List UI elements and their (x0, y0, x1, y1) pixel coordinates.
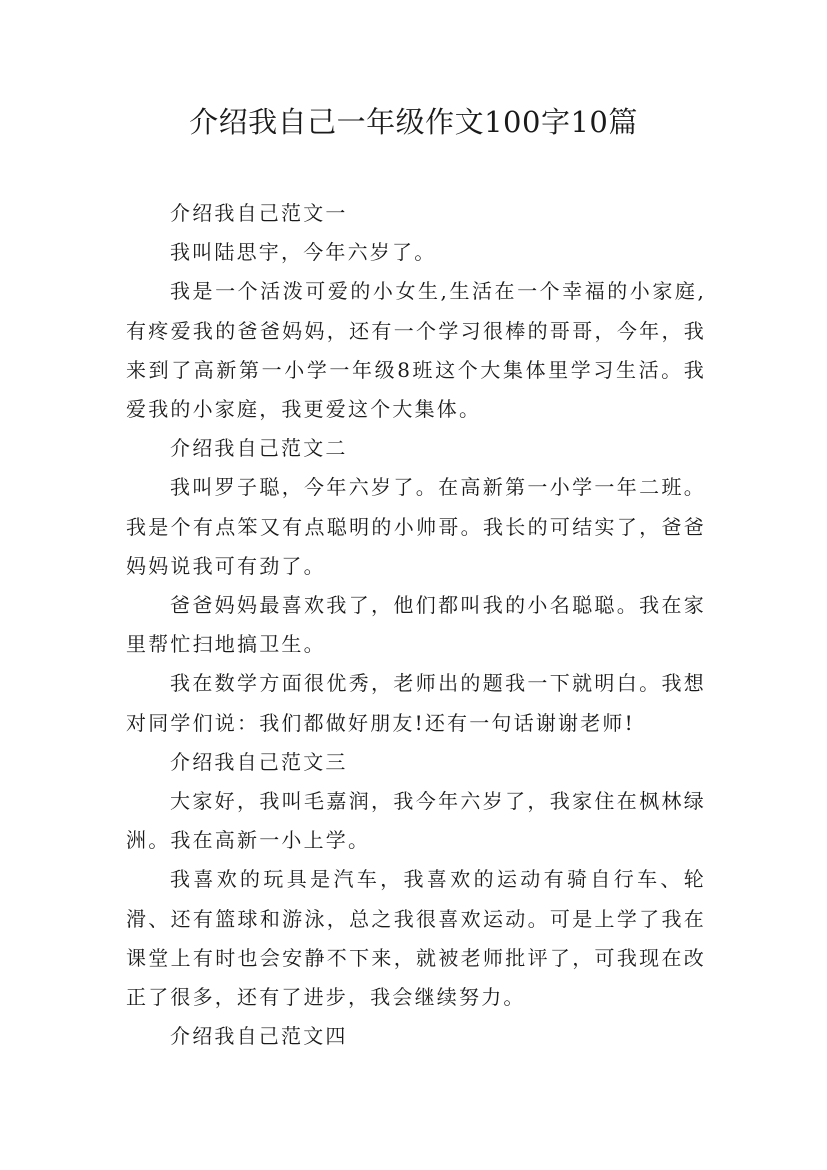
document-title: 介绍我自己一年级作文100字10篇 (189, 105, 638, 139)
paragraph: 我叫陆思宇，今年六岁了。 (170, 240, 437, 265)
paragraph: 我喜欢的玩具是汽车，我喜欢的运动有骑自行车、轮滑、还有篮球和游泳，总之我很喜欢运动。可是上学了我在课堂上有时也会安静不下来，就被老师批评了，可我现在改正了很多，还有了进步，我会继续努力。 (126, 867, 706, 1010)
paragraph: 爸爸妈妈最喜欢我了，他们都叫我的小名聪聪。我在家里帮忙扫地搞卫生。 (126, 593, 706, 657)
section-heading-2: 介绍我自己范文二 (170, 436, 348, 461)
paragraph: 我叫罗子聪，今年六岁了。在高新第一小学一年二班。我是个有点笨又有点聪明的小帅哥。我长的可结实了，爸爸妈妈说我可有劲了。 (126, 475, 706, 578)
paragraph: 我是一个活泼可爱的小女生,生活在一个幸福的小家庭,有疼爱我的爸爸妈妈，还有一个学习很棒的哥哥，今年，我来到了高新第一小学一年级8班这个大集体里学习生活。我爱我的小家庭，我更爱这个大集体。 (126, 279, 706, 422)
section-heading-4: 介绍我自己范文四 (170, 1024, 348, 1049)
section-heading-1: 介绍我自己范文一 (170, 201, 348, 225)
document-body (126, 194, 706, 1056)
paragraph: 大家好，我叫毛嘉润，我今年六岁了，我家住在枫林绿洲。我在高新一小上学。 (126, 789, 706, 853)
section-heading-3: 介绍我自己范文三 (170, 749, 348, 774)
paragraph: 我在数学方面很优秀，老师出的题我一下就明白。我想对同学们说：我们都做好朋友!还有一句话谢谢老师! (126, 671, 706, 735)
